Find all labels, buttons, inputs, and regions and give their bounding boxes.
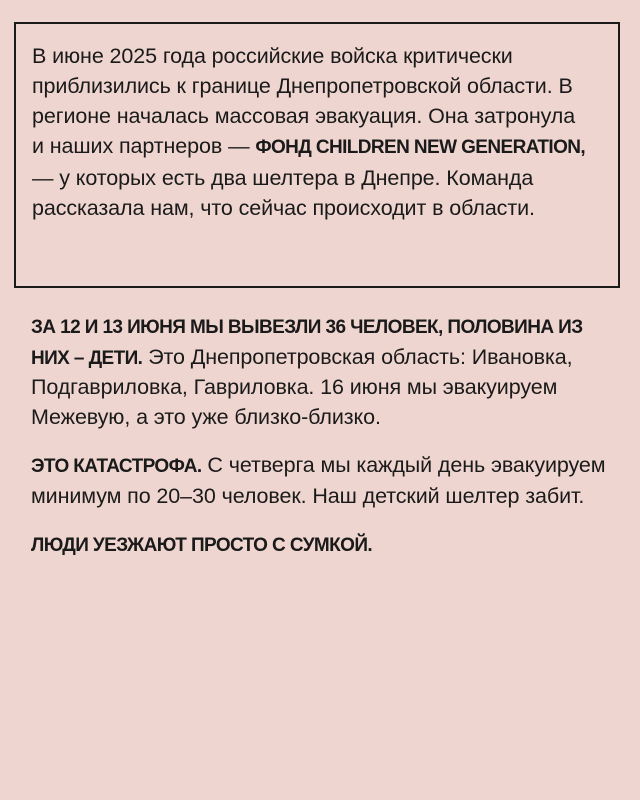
intro-text-part-3: — у которых есть два шелтера в Днепре. Команда рассказала нам, что сейчас происходит в области. bbox=[32, 166, 535, 220]
intro-text-part-2: и наших партнеров — bbox=[32, 134, 256, 158]
organization-name: ФОНД CHILDREN NEW GENERATION, bbox=[255, 137, 586, 158]
intro-box bbox=[14, 22, 620, 288]
intro-text bbox=[32, 41, 602, 223]
paragraph-body: Это Днепропетровская область: Ивановка, Подгавриловка, Гавриловка. 16 июня мы эвакуируем Межевую, а это уже близко-близко. bbox=[31, 344, 573, 429]
paragraph-lead: ЭТО КАТАСТРОФА. bbox=[31, 456, 202, 477]
paragraph-body: С четверга мы каждый день эвакуируем минимум по 20–30 человек. Наш детский шелтер забит. bbox=[31, 453, 606, 508]
paragraph-evacuation-count bbox=[31, 312, 621, 432]
paragraph-lead: ЛЮДИ УЕЗЖАЮТ ПРОСТО С СУМКОЙ. bbox=[31, 535, 373, 556]
paragraph-bags bbox=[31, 530, 621, 561]
paragraph-catastrophe bbox=[31, 451, 621, 511]
intro-text-part-1: В июне 2025 года российские войска критически приблизились к границе Днепропетровской области. В регионе началась массовая эвакуация. Она затронула bbox=[32, 44, 576, 128]
paragraph-lead: ЗА 12 И 13 ИЮНЯ МЫ ВЫВЕЗЛИ 36 ЧЕЛОВЕК, ПОЛОВИНА ИЗ НИХ – ДЕТИ. bbox=[31, 317, 583, 369]
article-body bbox=[31, 312, 621, 580]
